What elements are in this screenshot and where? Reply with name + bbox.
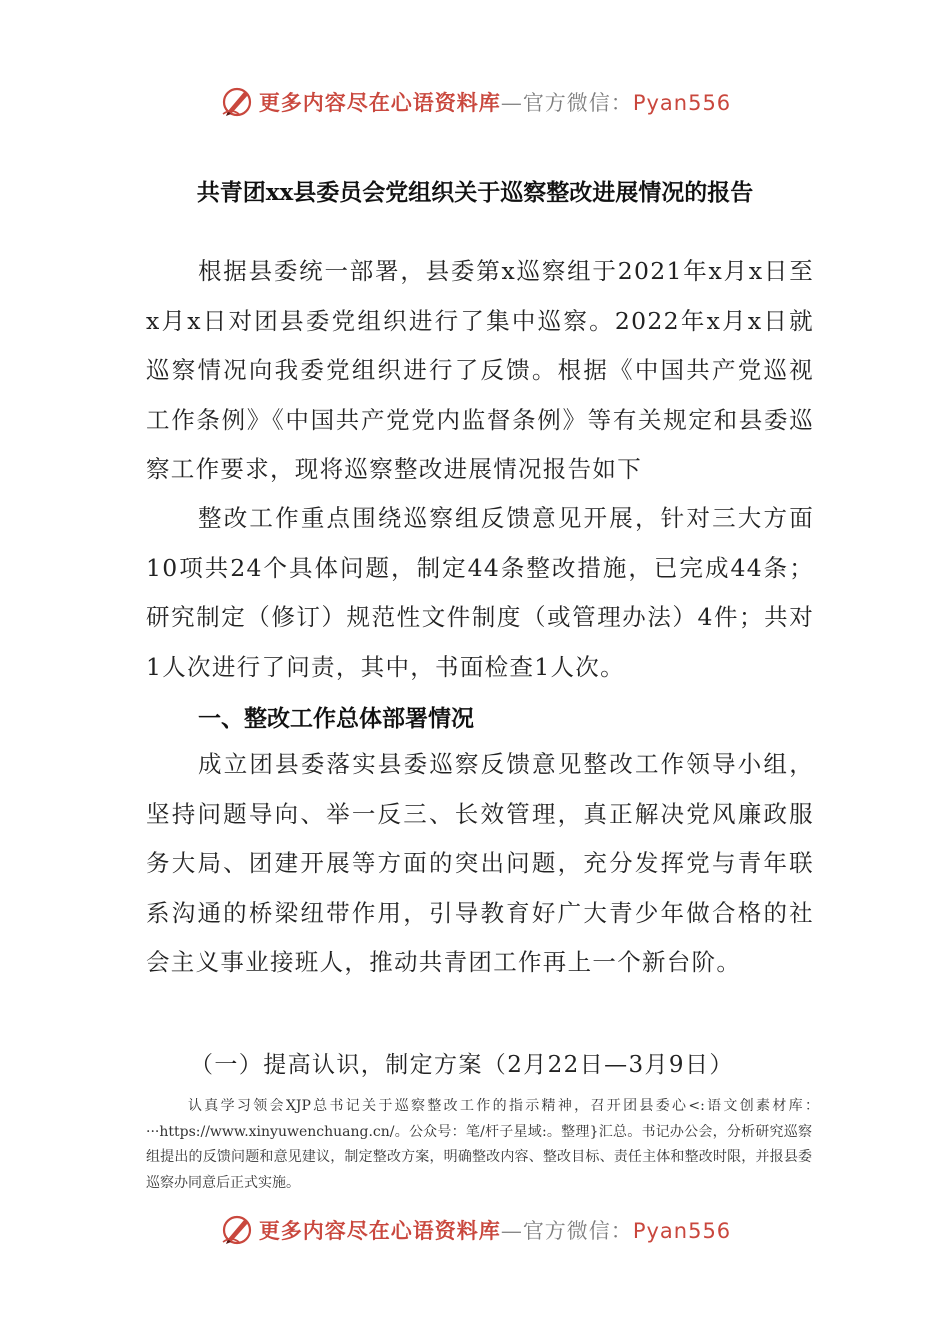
subsection-heading: （一）提高认识，制定方案（2月22日—3月9日） xyxy=(190,1052,734,1078)
section-heading: 一、整改工作总体部署情况 xyxy=(198,706,474,732)
watermark-text: 更多内容尽在心语资料库—官方微信：Pyan556 xyxy=(258,90,732,115)
document-title: 共青团xx县委员会党组织关于巡察整改进展情况的报告 xyxy=(196,179,754,206)
pen-logo-icon xyxy=(219,1212,255,1248)
paragraph-deployment: 成立团县委落实县委巡察反馈意见整改工作领导小组，坚持问题导向、举一反三、长效管理，真正解决党风廉政服务大局、团建开展等方面的突出问题，充分发挥党与青年联系沟通的桥梁纽带作用，引导教育好广大青少年做合格的社会主义事业接班人，推动共青团工作再上一个新台阶。 xyxy=(146,750,814,977)
watermark-text: 更多内容尽在心语资料库—官方微信：Pyan556 xyxy=(258,1218,732,1243)
header-watermark-banner xyxy=(0,80,950,124)
pen-logo-icon xyxy=(219,84,255,120)
paragraph-intro: 根据县委统一部署，县委第x巡察组于2021年x月x日至x月x日对团县委党组织进行了集中巡察。2022年x月x日就巡察情况向我委党组织进行了反馈。根据《中国共产党巡视工作条例》《中国共产党党内监督条例》等有关规定和县委巡察工作要求，现将巡察整改进展情况报告如下 xyxy=(146,257,814,484)
paragraph-plan: 认真学习领会XJP总书记关于巡察整改工作的指示精神，召开团县委心<:语文创素材库：···https://www.xinyuwenchuang.cn/。公众号：笔/杆子星域:。整理}汇总。书记办公会，分析研究巡察组提出的反馈问题和意见建议，制定整改方案，明确整改内容、整改目标、责任主体和整改时限，并报县委巡察办同意后正式实施。 xyxy=(146,1098,812,1191)
footer-watermark-banner xyxy=(0,1208,950,1252)
paragraph-summary: 整改工作重点围绕巡察组反馈意见开展，针对三大方面10项共24个具体问题，制定44条整改措施，已完成44条；研究制定（修订）规范性文件制度（或管理办法）4件；共对1人次进行了问责，其中，书面检查1人次。 xyxy=(146,504,814,681)
